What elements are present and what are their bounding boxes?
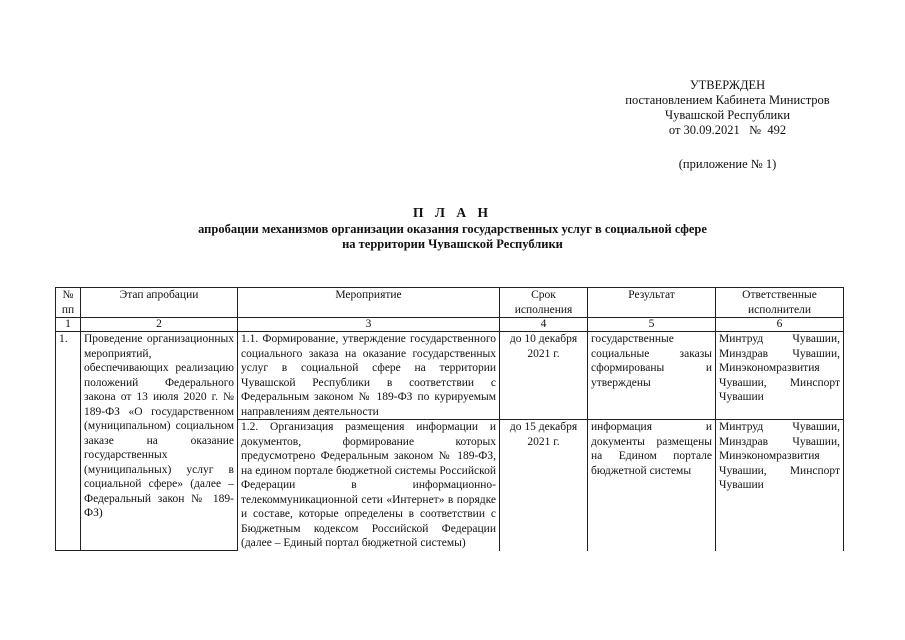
result-cell: государственные социальные заказы сформированы и утверждены (588, 332, 716, 420)
result-cell: информация и документы размещены на Едином портале бюджетной системы (588, 420, 716, 551)
responsible-cell: Минтруд Чувашии, Минздрав Чувашии, Минэкономразвития Чувашии, Минспорт Чувашии (716, 332, 844, 420)
approval-heading: УТВЕРЖДЕН (689, 78, 766, 92)
column-number: 6 (716, 318, 844, 332)
approval-block (560, 78, 895, 138)
column-number: 5 (588, 318, 716, 332)
column-number-row (56, 318, 844, 332)
table-header-row (56, 288, 844, 318)
plan-title-block (0, 205, 905, 252)
stage-cell: Проведение организационных мероприятий, обеспечивающих реализацию положений Федерального закона от 13 июля 2020 г. № 189-ФЗ «О государственном (муниципальном) социальном заказе на оказание государственных (муниципальных) услуг в социальной сфере» (далее – Федеральный закон № 189-ФЗ) (81, 332, 238, 551)
header-deadline: Срок исполнения (500, 288, 588, 318)
column-number: 2 (81, 318, 238, 332)
row-number: 1. (56, 332, 81, 551)
plan-table (55, 287, 844, 551)
column-number: 3 (238, 318, 500, 332)
approval-authority: постановлением Кабинета Министров (625, 93, 830, 107)
header-responsible: Ответственные исполнители (716, 288, 844, 318)
responsible-cell: Минтруд Чувашии, Минздрав Чувашии, Минэкономразвития Чувашии, Минспорт Чувашии (716, 420, 844, 551)
activity-cell: 1.2. Организация размещения информации и документов, формирование которых предусмотрено Федеральным законом № 189-ФЗ, на едином портале бюджетной системы Российской Федерации в информационно-телекоммуникационной сети «Интернет» в порядке и составе, которые определены в соответствии с Бюджетным кодексом Российской Федерации (далее – Единый портал бюджетной системы) (238, 420, 500, 551)
column-number: 1 (56, 318, 81, 332)
appendix-label: (приложение № 1) (678, 157, 777, 171)
header-stage: Этап апробации (81, 288, 238, 318)
header-result: Результат (588, 288, 716, 318)
table-row (56, 332, 844, 420)
activity-cell: 1.1. Формирование, утверждение государственного социального заказа на оказание государственных услуг в социальной сфере на территории Чувашской Республики в соответствии с Федеральным законом № 189-ФЗ по курируемым направлениям деятельности (238, 332, 500, 420)
plan-subtitle-line1: апробации механизмов организации оказания государственных услуг в социальной сфере (198, 222, 707, 236)
header-num: № пп (56, 288, 81, 318)
approval-region: Чувашской Республики (664, 108, 791, 122)
deadline-cell: до 10 декабря 2021 г. (500, 332, 588, 420)
plan-title: П Л А Н (413, 205, 492, 220)
column-number: 4 (500, 318, 588, 332)
plan-subtitle-line2: на территории Чувашской Республики (342, 237, 563, 251)
header-activity: Мероприятие (238, 288, 500, 318)
approval-date-number: от 30.09.2021 № 492 (668, 123, 787, 137)
deadline-cell: до 15 декабря 2021 г. (500, 420, 588, 551)
